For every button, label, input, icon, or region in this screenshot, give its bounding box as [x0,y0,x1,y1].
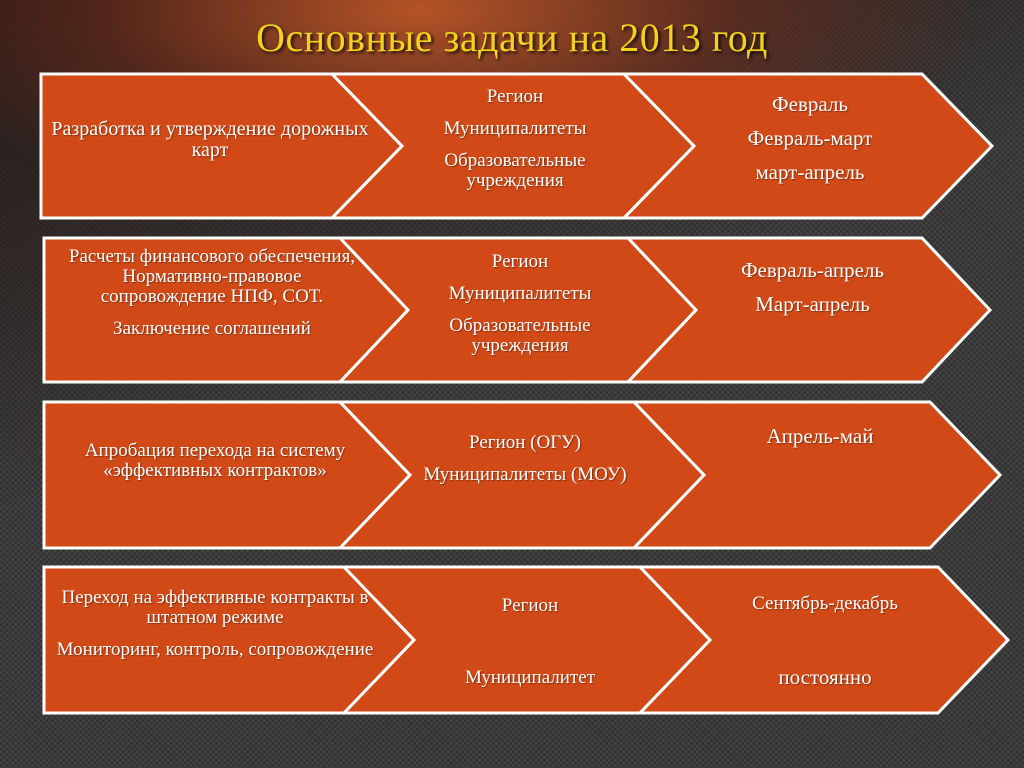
row-2-level-cell [415,237,625,384]
row-3-level-cell [420,401,630,550]
row-3-task-text: Апробация перехода на систему «эффективных контрактов» [84,440,346,481]
row-1-period-cell [700,73,920,220]
task-row-4 [0,566,1024,715]
row-2-period-cell [700,237,925,384]
row-1-level-institutions: Образовательные учреждения [444,149,586,191]
row-1-task-text: Разработка и утверждение дорожных карт [51,118,369,161]
row-2-period-2: Март-апрель [755,292,870,317]
row-2-level-institutions: Образовательные учреждения [449,314,591,356]
row-3-task-cell [80,401,350,550]
row-4-level-region: Регион [501,595,559,616]
slide-title: Основные задачи на 2013 год [256,15,768,60]
row-3-period-cell [710,401,930,550]
row-3-period-1: Апрель-май [766,424,874,448]
task-row-3 [0,401,1024,550]
row-2-level-municipalities: Муниципалитеты [448,282,592,304]
row-1-level-municipalities: Муниципалитеты [443,117,587,139]
row-4-level-cell [425,566,635,715]
row-4-period-2: постоянно [778,664,872,689]
row-1-period-3: март-апрель [755,160,865,185]
task-row-1 [0,73,1024,220]
row-4-period-1: Сентябрь-декабрь [752,593,898,614]
row-3-level-region: Регион (ОГУ) [469,432,581,453]
row-1-level-region: Регион [486,86,544,107]
row-4-task-text-1: Переход на эффективные контракты в штатном режиме [61,587,369,628]
task-row-2 [0,237,1024,384]
row-2-period-1: Февраль-апрель [740,258,885,282]
row-2-task-text-1: Расчеты финансового обеспечения, Нормативно-правовое сопровождение НПФ, СОТ. [68,246,356,307]
row-1-task-cell [50,73,370,220]
row-3-level-municipalities: Муниципалитеты (МОУ) [423,463,627,485]
row-4-task-cell [55,566,375,715]
row-1-period-2: Февраль-март [747,126,873,151]
row-2-task-cell [62,237,362,384]
row-2-level-region: Регион [491,251,549,272]
row-4-period-cell [715,566,935,715]
row-4-task-text-2: Мониторинг, контроль, сопровождение [56,638,374,660]
row-4-level-municipality: Муниципалитет [464,666,596,688]
row-1-level-cell [410,73,620,220]
row-2-task-text-2: Заключение соглашений [113,317,311,339]
row-1-period-1: Февраль [772,92,848,116]
